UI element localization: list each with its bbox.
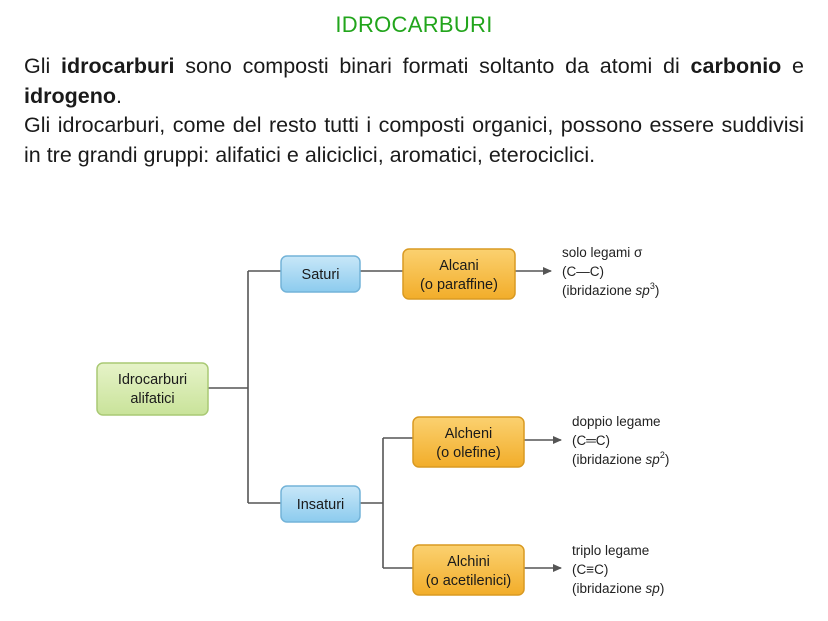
term-idrocarburi: idrocarburi <box>61 54 175 78</box>
intro-text-1: Gli <box>24 54 62 78</box>
term-carbonio: carbonio <box>690 54 782 78</box>
page-title: IDROCARBURI <box>335 12 493 37</box>
alcheni-note-3: (ibridazione $sp^2$) <box>572 450 670 467</box>
alchini-note-2: (C≡C) <box>572 562 609 577</box>
alcheni-label-1: Alcheni <box>444 426 493 442</box>
alcani-box <box>403 249 515 299</box>
insaturi-label: Insaturi <box>296 497 345 513</box>
intro-paragraph-2: Gli idrocarburi, come del resto tutti i composti organici, possono essere suddivisi in tre grandi gruppi: alifatici e aliciclici, aromatici, eterociclici. <box>24 113 804 167</box>
root-box <box>97 363 208 415</box>
intro-text-2: sono composti binari formati soltanto da atomi di <box>174 54 691 78</box>
alchini-label-2: (o acetilenici) <box>425 573 512 589</box>
saturi-label: Saturi <box>301 267 340 283</box>
alcani-label-2: (o paraffine) <box>420 277 498 293</box>
alchini-note-1: triplo legame <box>572 543 650 558</box>
root-label-1: Idrocarburi <box>117 372 188 388</box>
intro-text-3: e <box>781 54 805 78</box>
alcheni-label-2: (o olefine) <box>436 445 501 461</box>
term-idrogeno: idrogeno <box>24 83 116 108</box>
alcheni-box <box>413 417 524 467</box>
intro-text-4: . <box>115 83 122 108</box>
alchini-note <box>572 543 664 596</box>
alcani-label-1: Alcani <box>439 258 479 274</box>
insaturi-box <box>281 486 360 522</box>
root-label-2: alifatici <box>130 391 175 407</box>
alcheni-note-1: doppio legame <box>572 414 661 429</box>
alcani-note-1: solo legami σ <box>562 245 643 260</box>
alchini-label-1: Alchini <box>447 554 490 570</box>
alcani-note-3: (ibridazione $sp^3$) <box>562 281 660 298</box>
alchini-box <box>413 545 524 595</box>
saturi-box <box>281 256 360 292</box>
alchini-note-3: (ibridazione sp) <box>572 581 665 596</box>
alcheni-note-2: (C═C) <box>572 433 611 448</box>
alcani-note <box>562 245 659 298</box>
alcani-note-2: (C—C) <box>562 264 604 279</box>
alcheni-note <box>572 414 669 467</box>
